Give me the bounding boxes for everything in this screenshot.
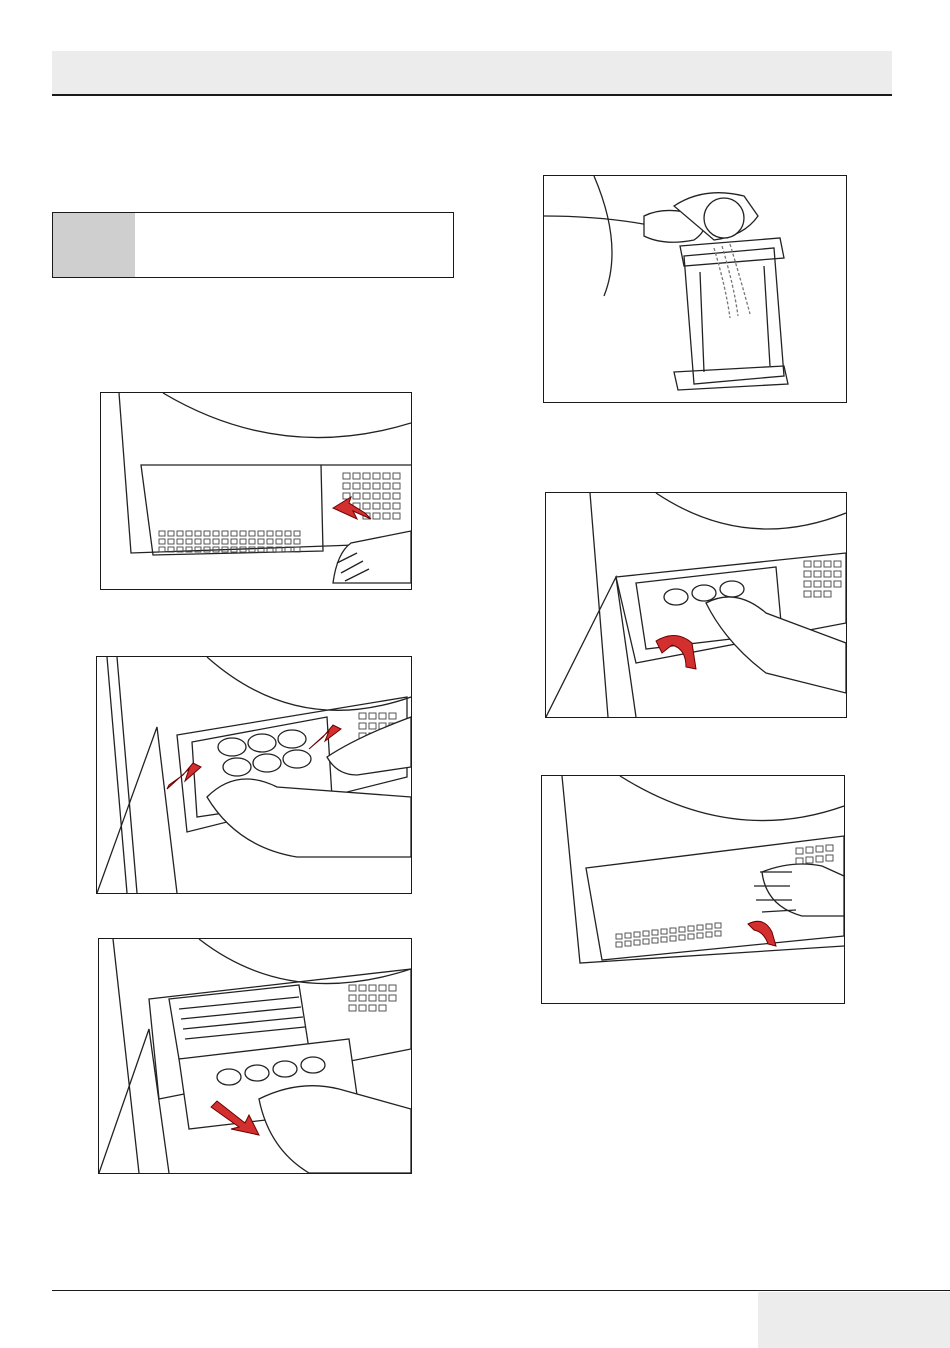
vent-grid-right <box>796 845 833 864</box>
footer-rule <box>52 1290 950 1291</box>
red-arrow-icon <box>333 497 371 519</box>
hand <box>259 1086 411 1173</box>
figure-unlock-filter-drawer <box>96 656 412 894</box>
figure-close-filter-cover <box>541 775 845 1004</box>
red-arrow-icon <box>309 725 341 749</box>
red-arrow-icon <box>748 921 776 946</box>
hand <box>333 531 411 583</box>
section-header-bar <box>52 51 892 96</box>
red-arrow-icon <box>167 763 201 789</box>
filter-cells <box>218 730 311 776</box>
filter-drawer <box>684 248 784 384</box>
note-icon-cell <box>53 213 135 277</box>
figure-lock-filter-drawer <box>545 492 847 718</box>
note-box <box>52 212 454 278</box>
hand <box>706 597 846 693</box>
hand-left <box>207 779 411 857</box>
page-number-tab <box>758 1292 950 1348</box>
vent-grid <box>804 561 841 597</box>
red-arrow-icon <box>656 635 696 669</box>
vent-grid-left <box>616 923 721 947</box>
figure-open-filter-cover <box>100 392 412 590</box>
figure-clean-filter <box>543 175 847 403</box>
figure-pull-out-filter-drawer <box>98 938 412 1174</box>
vent-grid <box>349 985 396 1011</box>
